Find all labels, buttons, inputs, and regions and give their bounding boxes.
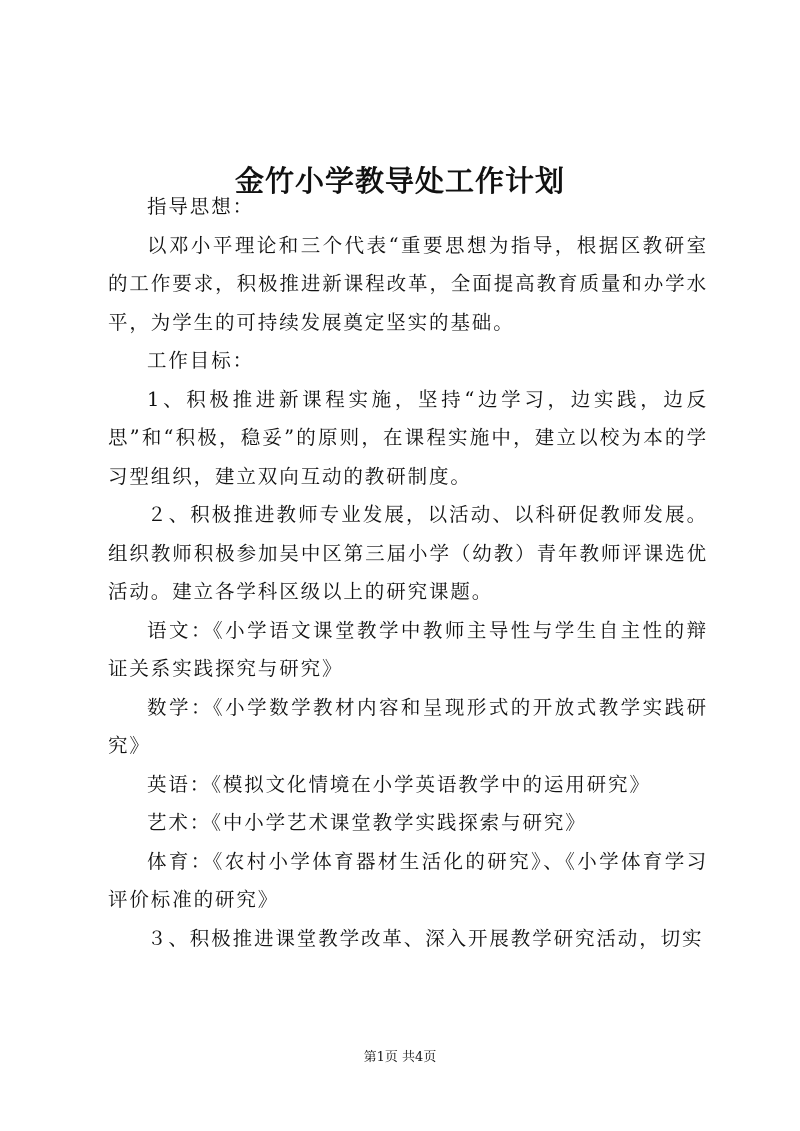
paragraph-goals-heading: 工作目标：	[147, 349, 255, 372]
paragraph-math-topic: 数学：《小学数学教材内容和呈现形式的开放式教学实践研究》	[108, 695, 708, 757]
paragraph-goal-2: ２、积极推进教师专业发展，以活动、以科研促教师发展。组织教师积极参加吴中区第三届小学（幼教）青年教师评课选优活动。建立各学科区级以上的研究课题。	[108, 503, 708, 603]
paragraph-chinese-topic: 语文：《小学语文课堂教学中教师主导性与学生自主性的辩证关系实践探究与研究》	[108, 618, 708, 680]
paragraph-goal-1: 1、积极推进新课程实施，坚持“边学习，边实践，边反思”和“积极，稳妥”的原则，在课程实施中，建立以校为本的学习型组织，建立双向互动的教研制度。	[108, 387, 708, 488]
paragraph-art-topic: 艺术：《中小学艺术课堂教学实践探索与研究》	[147, 811, 587, 834]
page-footer: 第1页 共4页	[363, 1050, 437, 1065]
document-title: 金竹小学教导处工作计划	[234, 164, 565, 199]
document-body	[108, 188, 708, 958]
paragraph-english-topic: 英语：《模拟文化情境在小学英语教学中的运用研究》	[147, 772, 651, 796]
paragraph-guiding-heading: 指导思想：	[147, 195, 255, 218]
paragraph-goal-3: ３、积极推进课堂教学改革、深入开展教学研究活动，切实	[147, 926, 704, 950]
paragraph-pe-topic: 体育：《农村小学体育器材生活化的研究》、《小学体育学习评价标准的研究》	[108, 849, 708, 911]
paragraph-guiding-text: 以邓小平理论和三个代表“重要思想为指导，根据区教研室的工作要求，积极推进新课程改革，全面提高教育质量和办学水平，为学生的可持续发展奠定坚实的基础。	[108, 233, 708, 334]
